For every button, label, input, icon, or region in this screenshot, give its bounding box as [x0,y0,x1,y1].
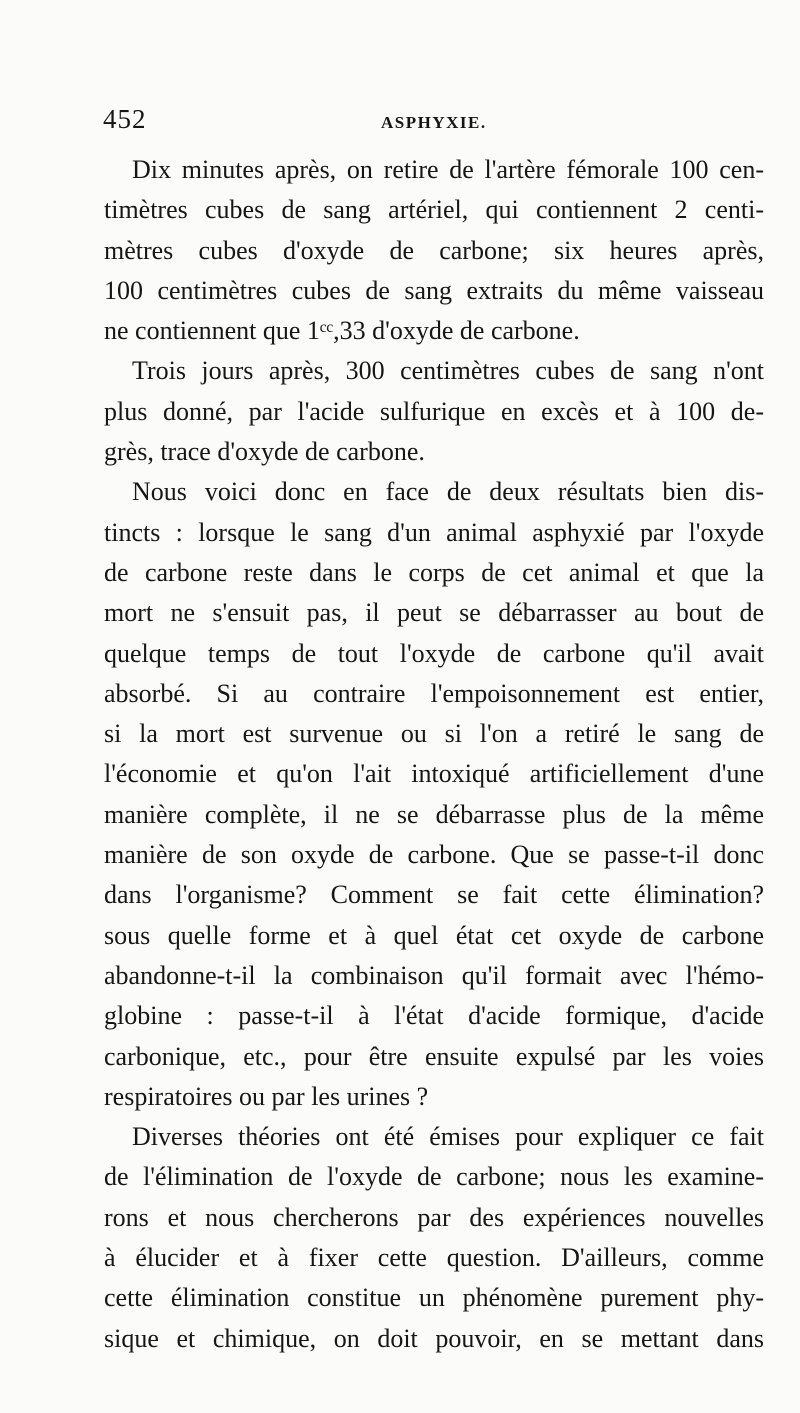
text-line: si la mort est survenue ou si l'on a retiré le sang de [104,719,764,749]
paragraph [104,351,764,472]
text-line: abandonne-t-il la combinaison qu'il formait avec l'hémo- [104,960,764,990]
paragraph [104,150,764,351]
text-line: respiratoires ou par les urines ? [104,1081,429,1111]
paragraph [104,1117,764,1359]
text-line: manière complète, il ne se débarrasse plus de la même [104,799,764,829]
text-line: timètres cubes de sang artériel, qui contiennent 2 centi- [104,195,764,225]
paragraph [104,472,764,1117]
text-line: tincts : lorsque le sang d'un animal asphyxié par l'oxyde [104,517,764,547]
text-line: cette élimination constitue un phénomène purement phy- [104,1283,764,1313]
text-line: Diverses théories ont été émises pour expliquer ce fait [132,1122,764,1152]
text-line: carbonique, etc., pour être ensuite expulsé par les voies [104,1041,764,1071]
text-line: grès, trace d'oxyde de carbone. [104,437,425,467]
text-line: quelque temps de tout l'oxyde de carbone qu'il avait [104,638,764,668]
text-line: manière de son oxyde de carbone. Que se passe-t-il donc [104,840,764,870]
text-line: plus donné, par l'acide sulfurique en excès et à 100 de- [104,396,764,426]
text-line: globine : passe-t-il à l'état d'acide formique, d'acide [104,1001,764,1031]
text-line: mort ne s'ensuit pas, il peut se débarrasser au bout de [104,598,764,628]
text-line: ne contiennent que 1ᶜᶜ,33 d'oxyde de carbone. [104,316,580,346]
text-line: rons et nous chercherons par des expériences nouvelles [104,1202,764,1232]
text-line: Nous voici donc en face de deux résultats bien dis- [132,477,764,507]
text-line: l'économie et qu'on l'ait intoxiqué artificiellement d'une [104,759,764,789]
text-line: dans l'organisme? Comment se fait cette élimination? [104,880,764,910]
text-line: de carbone reste dans le corps de cet animal et que la [104,557,764,587]
text-line: sous quelle forme et à quel état cet oxyde de carbone [104,920,764,950]
text-line: sique et chimique, on doit pouvoir, en se mettant dans [104,1323,764,1353]
text-line: absorbé. Si au contraire l'empoisonnement est entier, [104,678,764,708]
body-text [104,150,764,1359]
page-number: 452 [103,104,147,134]
text-line: Dix minutes après, on retire de l'artère fémorale 100 cen- [132,155,764,184]
running-head [103,104,763,144]
text-line: à élucider et à fixer cette question. D'ailleurs, comme [104,1243,764,1273]
text-line: de l'élimination de l'oxyde de carbone; nous les examine- [104,1162,764,1192]
text-line: mètres cubes d'oxyde de carbone; six heures après, [104,235,764,265]
section-title: ASPHYXIE. [381,113,487,132]
text-line: Trois jours après, 300 centimètres cubes de sang n'ont [132,356,764,386]
text-line: 100 centimètres cubes de sang extraits du même vaisseau [104,275,764,305]
